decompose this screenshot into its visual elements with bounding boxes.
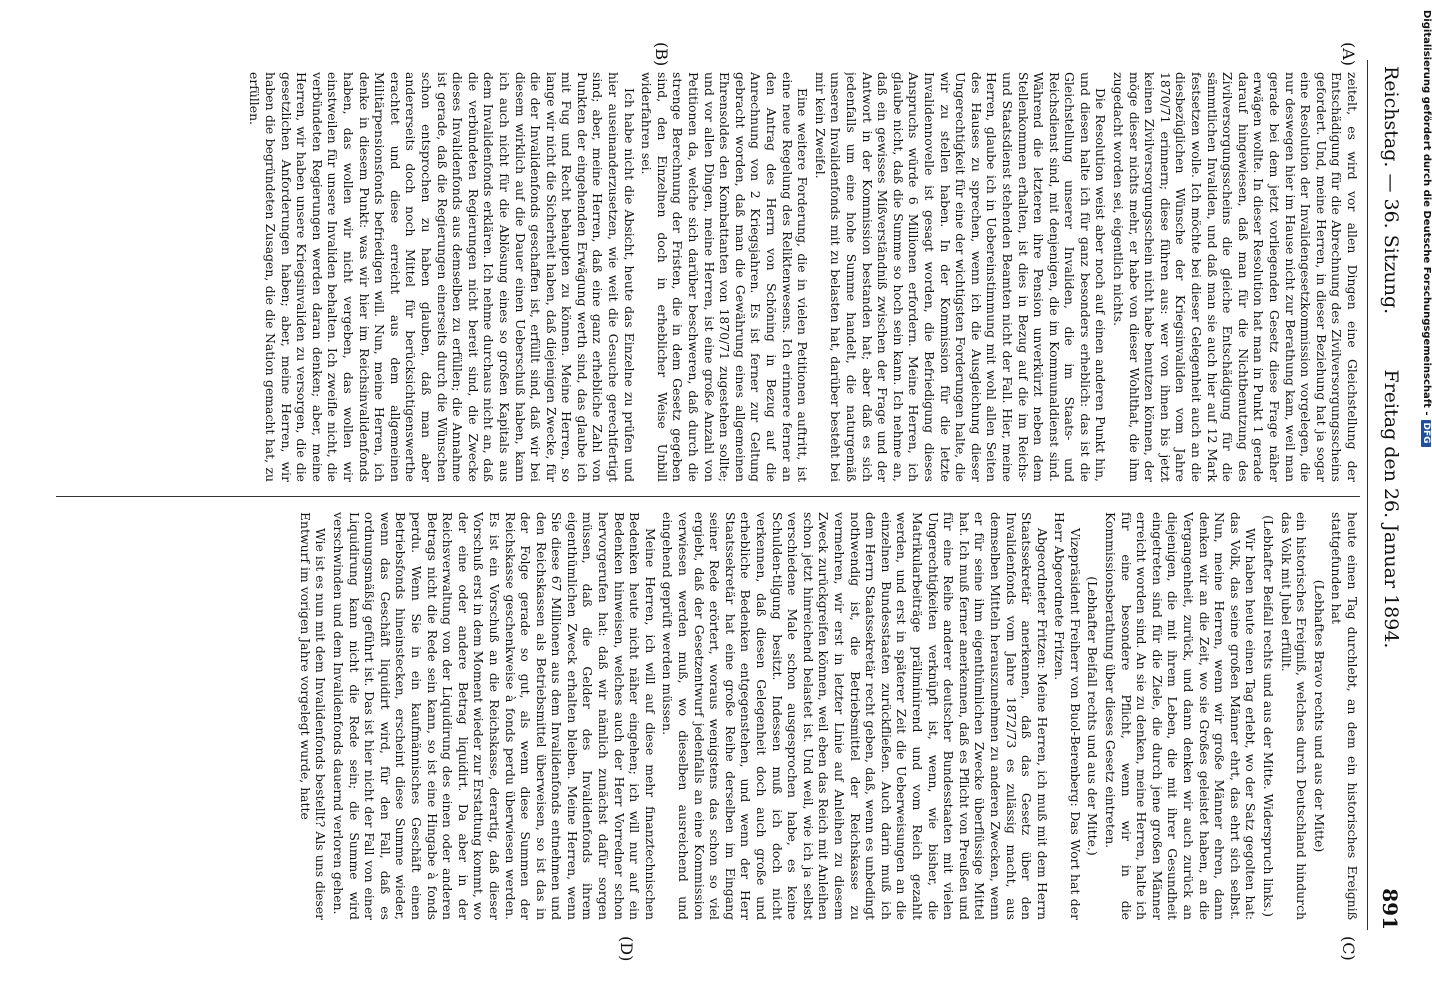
paragraph: Wie ist es nun mit dem Invalidenfonds bestellt? Als uns dieser Entwurf im vorigen Jahre vorgelegt wurde, hatte bbox=[297, 512, 329, 920]
margin-marker-b: (B) bbox=[652, 42, 671, 67]
digitization-footer bbox=[1418, 10, 1432, 1000]
paragraph: Ich habe nicht die Absicht, heute das Einzelne zu prüfen und hier auseinanderzusetzen, wie weit die Gesuche gerechtfertigt sind; aber, meine Herren, daß eine ganz erhebliche Zahl von Punkten der eingehenden Erwägung werth sind, das glaube ich mit Fug und Recht behaupten zu können. Meine Herren, so lange wir nicht die Sicherheit haben, daß diejenigen Zwecke, für die der Invalidenfonds geschaffen ist, erfüllt sind, daß wir bei diesem wirklich auf die Dauer einen Ueberschuß haben, kann ich auch nicht für die Ablösung eines so großen Kapitals aus dem Invalidenfonds erklären. Ich nehme durchaus nicht an, daß die verbündeten Regierungen nicht bereit sind, die Zwecke dieses Invalidenfonds aus demselben zu erfüllen; die Annahme ist gerade, daß die Regierungen einerseits durch die Wünschen schon entsprochen zu haben glauben, daß man aber andererseits doch noch Mittel für berücksichtigenswerthe erachtet und diese erreicht aus dem allgemeinen Militärpensionsfonds befriedigen will. Nun, meine Herren, ich denke in diesem Punkt: was wir hier im Reichsinvalidenfonds haben, das wollen wir nicht vergeben, das wollen wir einstweilen für unsere Invaliden behalten. Ich zweifle nicht, die verbündeten Regierungen werden daran denken; aber, meine Herren, wir haben unsere Kriegsinvaliden zu versorgen, die die gesetzlichen Anforderungen haben; aber, meine Herren, wir haben die begründeten Zusagen, die die Nation gemacht hat, zu erfüllen. bbox=[247, 72, 637, 482]
margin-marker-c: (C) bbox=[1339, 936, 1358, 961]
document-page bbox=[16, 0, 1416, 1000]
speaker-paragraph: Abgeordneter Fritzen: Meine Herren, ich muß mit dem Herrn Staatssekretär anerkennen, daß das Gesetz über den Invalidenfonds vom Jahre 1872/73 es zulässig macht, aus demselben Mitteln herauszunehmen zu anderen Zwecken, wenn er für seine ihm eigenthümlichen Zwecke überflüssige Mittel hat. Ich muß ferner anerkennen, daß es Pflicht von Preußen und für eine Reihe anderer deutscher Bundesstaaten mit vielen Ungerechtigkeiten verknüpft ist, wenn, wie bisher, die Matrikularbeiträge präliminirend und vom Reich gezahlt werden, und erst in späterer Zeit die Ueberweisungen an die einzelnen Bundesstaaten zurückfließen. Auch darin muß ich dem Herrn Staatssekretär recht geben, daß, wenn es unbedingt nothwendig ist, die Betriebsmittel der Reichskasse zu vermehren, wir erst in letzter Linie auf Anleihen zu diesem Zweck zurückgreifen können, weil eben das Reich mit Anleihen schon jetzt hinreichend belastet ist. Und weil, wie ich ja selbst verschiedene Male schon ausgesprochen habe, es keine Schulden-tilgung besitzt. Indessen muß ich doch nicht verkennen, daß diesen Gelegenheit doch auch große und erhebliche Bedenken entgegenstehen, und wenn der Herr Staatssekretär hat eine große Reihe derselben im Eingang seiner Rede erörtert, woraus wenigstens das schon so viel ergiebt, daß der Gesetzentwurf jedenfalls an eine Kommission verwiesen werden muß, wo dieselben ausreichend und eingehend geprüft werden müssen. bbox=[660, 512, 1050, 920]
right-column bbox=[36, 512, 1360, 920]
paragraph: Die Resolution weist aber noch auf einen anderen Punkt hin, und diesen halte ich für ganz besonders erheblich: das ist die Gleichstellung unserer Invaliden, die im Staats- und Reichsdienst sind, mit denjenigen, die im Kommunaldienst sind. Während die letzteren ihre Pension unverkürzt neben dem Stellenkommen erhalten, ist dies in Bezug auf die im Reichs- und Staatsdienst stehenden Beamten nicht der Fall. Hier, meine Herren, glaube ich in Uebereinstimmung mit wohl allen Seiten des Hauses zu sprechen, wenn ich die Ausgleichung dieser Ungerechtigkeit für eine der wichtigsten Forderungen halte, die wir zu stellen haben. In der Kommission für die letzte Invalidennovelle ist gesagt worden, die Befriedigung dieses Anspruchs würde 6 Millionen erfordern. Meine Herren, ich glaube nicht, daß die Summe so hoch sein kann. Ich nehme an, daß ein gewisses Mißverständniß zwischen der Frage und der Antwort in der Kommission bestanden hat; aber daß es sich jedenfalls um eine hohe Summe handelt, die naturgemäß unseren Invalidenfonds mit zu belasten hat, darüber besteht bei mir kein Zweifel. bbox=[812, 72, 1109, 482]
left-column bbox=[36, 72, 1360, 482]
footer-credit: Digitalisierung gefördert durch die Deutsche Forschungsgemeinschaft - bbox=[1421, 10, 1432, 416]
margin-marker-d: (D) bbox=[617, 936, 636, 962]
interjection: (Lebhaftes Bravo rechts und aus der Mitte) bbox=[1311, 579, 1327, 853]
margin-marker-a: (A) bbox=[1339, 42, 1358, 67]
paragraph: zeitelt, es wird vor allen Dingen eine Gleichstellung der Entschädigung für die Abrechnung des Zivilversorgungsscheins gefordert. Und, meine Herren, in dieser Beziehung hat ja sogar eine Resolution der Invalidengesetzkommission vorgelegen, die nur deswegen hier im Hause nicht zur Berathung kam, weil man gerade bei dem jetzt vorliegenden Gesetz diese Frage näher erwägen wollte. In dieser Resolution hat man in Punkt 1 gerade darauf hingewiesen, daß man für die Nichtbenutzung des Zivilversorgungsscheins die gleiche Entschädigung für die sämmtlichen Invaliden, und daß man sie auch hier auf 12 Mark festsetzen wolle. Ich möchte bei dieser Gelegenheit auch an die diesbezüglichen Wünsche der Kriegsinvaliden vom Jahre 1870/71 erinnern; diese führen aus: wer von ihnen bis jetzt keinen Zivilversorgungsschein nicht habe benutzen können, der möge dieser nichts mehr, er habe von dieser Wohlthat, die ihm zugedacht worden sei, eigentlich nichts. bbox=[1111, 72, 1360, 482]
paragraph: Wir haben heute einen Tag erlebt, wo der Satz gegolten hat: das Volk, das seine großen Männer ehrt, das ehrt sich selbst. Nun, meine Herren, wenn wir große Männer ehren, dann denken wir an die Zeit, wo sie Großes geleistet haben, an die Vergangenheit, zurück, und dann denken wir auch zurück an diejenigen, die mit ihrem Leben, die mit ihrer Gesundheit eingetreten sind für die Ziele, die durch jene großen Männer erreicht worden sind. An sie zu denken, meine Herren, halte ich für eine besondere Pflicht, wenn wir in die Kommissionsberathung über dieses Gesetz eintreten. bbox=[1103, 512, 1259, 920]
header-rule bbox=[1367, 60, 1368, 930]
paragraph: Eine weitere Forderung, die in vielen Petitionen auftritt, ist eine neue Regelung des Reliktenwesens. Ich erinnere ferner an den Antrag des Herrn von Schöning in Bezug auf die Anrechnung von 2 Kriegsjahren. Es ist ferner zur Geltung gebracht worden, daß man die Gewährung eines allgemeinen Ehrensoldes den Kombattanten von 1870/71 zugestehen sollte; und vor allen Dingen, meine Herren, ist eine große Anzahl von Petitionen da, welche sich darüber beschweren, daß durch die strenge Berechnung der Fristen, die in dem Gesetz gegeben sind, den Einzelnen doch in erheblicher Weise Unbill widerfahren sei. bbox=[639, 72, 811, 482]
column-divider bbox=[56, 496, 1360, 497]
page-number: 891 bbox=[1378, 888, 1402, 930]
header-date: Freitag den 26. Januar 1894. bbox=[1380, 369, 1402, 649]
paragraph: ein historisches Ereigniß, welches durch Deutschland hindurch das Volk mit Jubel erfüllt. bbox=[1278, 512, 1310, 920]
interjection: (Lebhafter Beifall rechts und aus der Mitte.) bbox=[1085, 576, 1101, 856]
header-session: Reichstag. — 36. Sitzung. bbox=[1380, 66, 1402, 315]
footer-text-wrap bbox=[1421, 10, 1432, 447]
interjection: (Lebhafter Beifall rechts und aus der Mitte. Widerspruch links.) bbox=[1261, 515, 1277, 917]
paragraph: Meine Herren, ich will auf diese mehr finanztechnischen Bedenken heute nicht näher eingehen; ich will nur auf ein Bedenken hinweisen, welches auch der Herr Vorredner schon hervorgerufen hat: daß wir nämlich zunächst dafür sorgen müssen, daß die Gelder des Invalidenfonds ihrem eigenthümlichen Zweck erhalten bleiben. Meine Herren, wenn Sie diese 67 Millionen aus dem Invalidenfonds entnehmen und den Reichskassen als Betriebsmittel überweisen, so ist das in der Folge gerade so gut, als wenn diese Summen der Reichskasse geschenkweise à fonds perdu überwiesen werden. Es ist ein Vorschuß an die Reichskasse, derartig, daß dieser Vorschuß erst in dem Moment wieder zur Erstattung kommt, wo der eine oder andere Betrag liquidirt. Da aber in der Reichsverwaltung von der Liquidirung des einen oder anderen Betrags nicht die Rede sein kann, so ist eine Hingabe à fonds perdu. Wenn Sie in ein kaufmännisches Geschäft einen Betriebsfonds hineinstecken, erscheint diese Summe wieder, wenn das Geschäft liquidirt wird, für den Fall, daß es ordnungsmäßig geführt ist. Das ist hier nicht der Fall von einer Liquidirung kann nicht die Rede sein; die Summe wird verschwinden und dem Invalidenfonds dauernd verloren gehen. bbox=[331, 512, 658, 920]
paragraph: heute einen Tag durchlebt, an dem ein historisches Ereigniß stattgefunden hat bbox=[1329, 512, 1360, 920]
speaker-paragraph: Vizepräsident Freiherr von Buol-Berenberg: Das Wort hat der Herr Abgeordnete Fritzen. bbox=[1052, 512, 1083, 920]
page-header bbox=[1370, 48, 1410, 970]
dfg-logo: DFG bbox=[1421, 420, 1431, 447]
